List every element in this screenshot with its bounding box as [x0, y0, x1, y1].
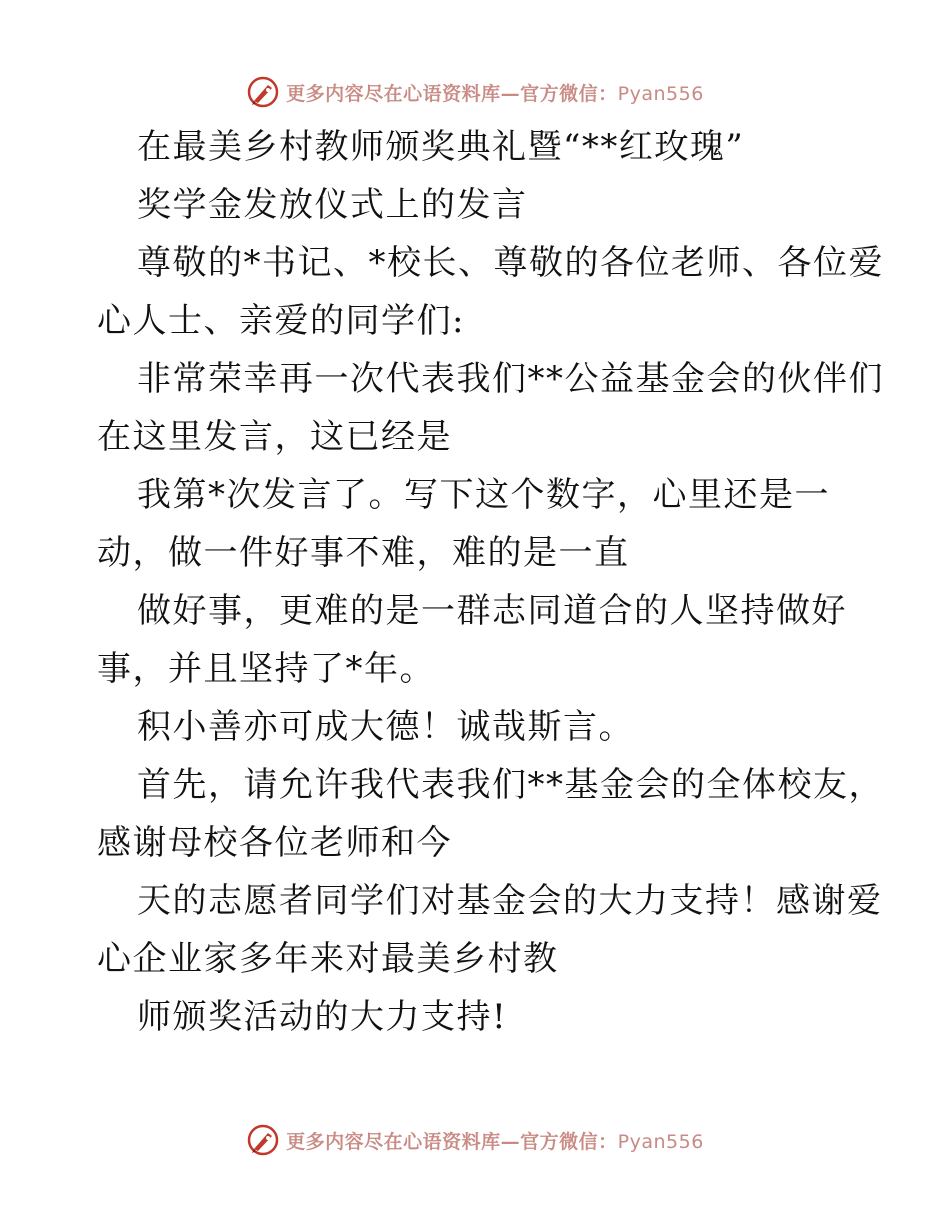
pen-logo-icon — [246, 1123, 280, 1157]
text-line: 心企业家多年来对最美乡村教 — [97, 939, 559, 979]
banner-wechat-id: Pyan556 — [617, 1130, 704, 1153]
text-line: 尊敬的*书记、*校长、尊敬的各位老师、各位爱 — [137, 243, 884, 283]
banner-text — [286, 79, 704, 106]
text-line: 天的志愿者同学们对基金会的大力支持！感谢爱 — [137, 881, 883, 921]
banner-label: 更多内容尽在心语资料库—官方微信： — [286, 82, 618, 105]
text-line: 非常荣幸再一次代表我们**公益基金会的伙伴们 — [137, 359, 884, 399]
text-line: 师颁奖活动的大力支持! — [137, 997, 508, 1037]
text-line: 动，做一件好事不难，难的是一直 — [97, 533, 630, 573]
text-line: 在这里发言，这已经是 — [97, 417, 452, 457]
text-line: 事，并且坚持了*年。 — [97, 649, 435, 689]
text-line: 首先，请允许我代表我们**基金会的全体校友， — [137, 765, 884, 805]
banner-label: 更多内容尽在心语资料库—官方微信： — [286, 1130, 618, 1153]
banner-text — [286, 1127, 704, 1154]
text-line: 感谢母校各位老师和今 — [97, 823, 452, 863]
text-line: 我第*次发言了。写下这个数字，心里还是一 — [137, 475, 830, 515]
text-line: 心人士、亲爱的同学们: — [97, 301, 465, 341]
banner-wechat-id: Pyan556 — [617, 82, 704, 105]
text-line: 奖学金发放仪式上的发言 — [137, 185, 528, 225]
footer-banner — [0, 1120, 950, 1160]
pen-logo-icon — [246, 75, 280, 109]
header-banner — [0, 72, 950, 112]
text-line: 在最美乡村教师颁奖典礼暨“**红玫瑰” — [137, 127, 745, 167]
text-line: 积小善亦可成大德！诚哉斯言。 — [137, 707, 634, 747]
text-line: 做好事，更难的是一群志同道合的人坚持做好 — [137, 591, 847, 631]
document-body — [97, 118, 884, 1046]
